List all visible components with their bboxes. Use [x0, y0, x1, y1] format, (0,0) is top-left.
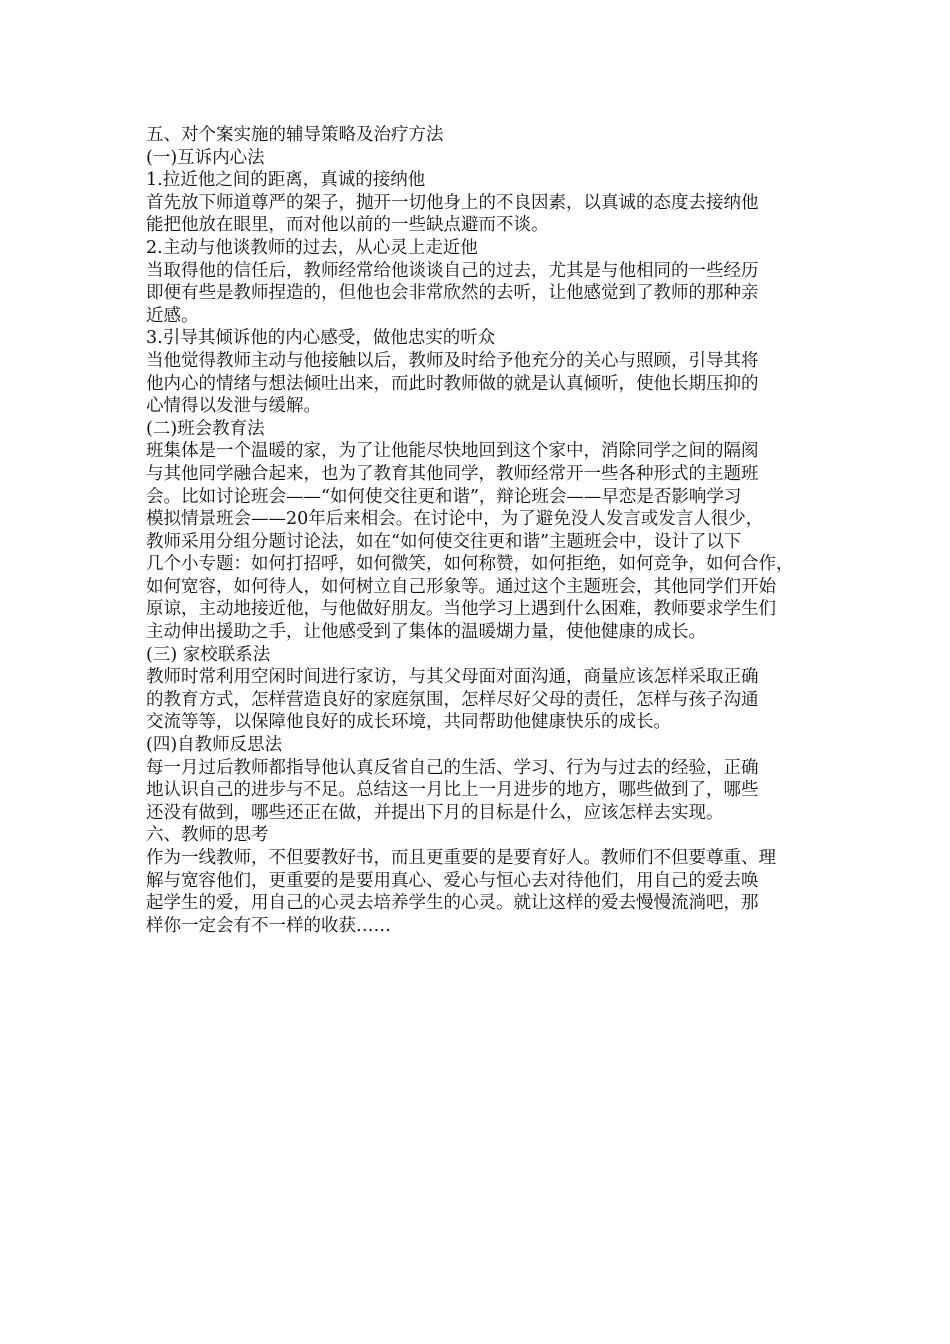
- paragraph-line: 起学生的爱，用自己的心灵去培养学生的心灵。就让这样的爱去慢慢流淌吧，那: [146, 893, 759, 914]
- subsection-heading: (一)互诉内心法: [146, 147, 265, 168]
- paragraph-line: 主动伸出援助之手，让他感受到了集体的温暖煳力量，使他健康的成长。: [146, 622, 706, 643]
- paragraph-line: 模拟情景班会——20年后来相会。在讨论中，为了避免没人发言或发言人很少，: [146, 509, 764, 530]
- subsection-heading: (二)班会教育法: [146, 418, 265, 439]
- paragraph-line: 心情得以发泄与缓解。: [146, 396, 321, 417]
- paragraph-line: 与其他同学融合起来，也为了教育其他同学，教师经常开一些各种形式的主题班: [146, 463, 759, 484]
- paragraph-line: 能把他放在眼里，而对他以前的一些缺点避而不谈。: [146, 215, 549, 236]
- paragraph-line: 地认识自己的进步与不足。总结这一月比上一月进步的地方，哪些做到了，哪些: [146, 780, 759, 801]
- item-heading: 2.主动与他谈教师的过去，从心灵上走近他: [146, 237, 478, 258]
- paragraph-line: 原谅，主动地接近他，与他做好朋友。当他学习上遇到什么困难，教师要求学生们: [146, 599, 776, 620]
- section-heading: 五、对个案实施的辅导策略及治疗方法: [146, 125, 444, 145]
- paragraph-line: 每一月过后教师都指导他认真反省自己的生活、学习、行为与过去的经验，正确: [146, 757, 759, 778]
- paragraph-line: 如何宽容，如何待人，如何树立自己形象等。通过这个主题班会，其他同学们开始: [146, 576, 776, 597]
- paragraph-line: 解与宽容他们，更重要的是要用真心、爱心与恒心去对待他们，用自己的爱去唤: [146, 870, 759, 891]
- paragraph-line: 他内心的情绪与想法倾吐出来，而此时教师做的就是认真倾听，使他长期压抑的: [146, 373, 759, 394]
- paragraph-line: 教师采用分组分题讨论法，如在“如何使交往更和谐”主题班会中，设计了以下: [146, 531, 742, 552]
- paragraph-line: 近感。: [146, 305, 199, 326]
- paragraph-line: 首先放下师道尊严的架子，抛开一切他身上的不良因素，以真诚的态度去接纳他: [146, 192, 759, 213]
- paragraph-line: 即便有些是教师捏造的，但他也会非常欣然的去听，让他感觉到了教师的那种亲: [146, 283, 759, 304]
- subsection-heading: (三) 家校联系法: [146, 644, 271, 665]
- paragraph-line: 会。比如讨论班会——“如何使交往更和谐”，辩论班会——早恋是否影响学习: [146, 486, 742, 507]
- paragraph-line: 班集体是一个温暖的家，为了让他能尽快地回到这个家中，消除同学之间的隔阂: [146, 441, 759, 462]
- paragraph-line: 当他觉得教师主动与他接触以后，教师及时给予他充分的关心与照顾，引导其将: [146, 350, 759, 371]
- item-heading: 3.引导其倾诉他的内心感受，做他忠实的听众: [146, 328, 496, 349]
- paragraph-line: 还没有做到，哪些还正在做，并提出下月的目标是什么，应该怎样去实现。: [146, 802, 724, 823]
- paragraph-line: 几个小专题：如何打招呼，如何微笑，如何称赞，如何拒绝，如何竞争，如何合作，: [146, 554, 794, 575]
- section-heading: 六、教师的思考: [146, 825, 269, 846]
- item-heading: 1.拉近他之间的距离，真诚的接纳他: [146, 170, 426, 191]
- paragraph-line: 教师时常利用空闲时间进行家访，与其父母面对面沟通，商量应该怎样采取正确: [146, 667, 759, 688]
- paragraph-line: 交流等等，以保障他良好的成长环境，共同帮助他健康快乐的成长。: [146, 712, 671, 733]
- paragraph-line: 的教育方式，怎样营造良好的家庭氛围，怎样尽好父母的责任，怎样与孩子沟通: [146, 689, 759, 710]
- paragraph-line: 当取得他的信任后，教师经常给他谈谈自己的过去，尤其是与他相同的一些经历: [146, 260, 759, 281]
- document-body: [146, 124, 812, 937]
- subsection-heading: (四)自教师反思法: [146, 735, 283, 756]
- paragraph-line: 样你一定会有不一样的收获……: [146, 915, 391, 936]
- paragraph-line: 作为一线教师，不但要教好书，而且更重要的是要育好人。教师们不但要尊重、理: [146, 848, 776, 868]
